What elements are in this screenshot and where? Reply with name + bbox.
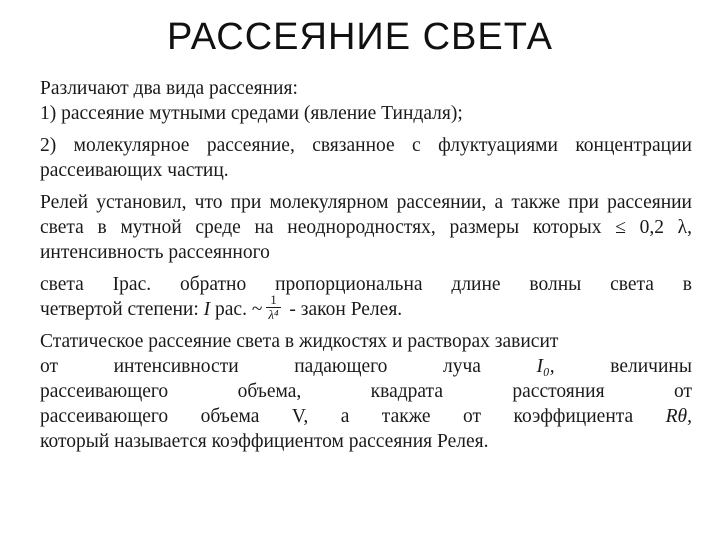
fraction-denominator: λ⁴ — [268, 307, 279, 323]
scattering-types-intro: Различают два вида рассеяния: — [40, 78, 298, 99]
scattering-type-1: 1) рассеяние мутными средами (явление Тиндаля); — [40, 103, 463, 124]
static-line-3-text: рассеивающего объема, квадрата расстояния от — [40, 381, 692, 403]
static-word-beam: луча — [443, 356, 481, 378]
rayleigh-line: света Iрас. обратно пропорциональна длине волны света в — [40, 274, 692, 295]
rayleigh-law-line — [40, 292, 692, 323]
static-line-3 — [40, 379, 692, 404]
static-word-ot: от — [40, 356, 59, 378]
static-word-incident: падающего — [294, 356, 388, 378]
rayleigh-coefficient-symbol: Rθ, — [665, 406, 692, 428]
inverse-lambda-fraction — [266, 293, 280, 322]
intensity-ras: рас. ~ — [210, 299, 263, 320]
intensity-symbol: I — [203, 299, 211, 320]
static-line-4-text — [40, 404, 692, 429]
static-word-quantities: величины — [610, 356, 692, 378]
static-line-4 — [40, 404, 692, 429]
rayleigh-law-prefix: четвертой степени: — [40, 299, 204, 320]
scattering-type-2: 2) молекулярное рассеяние, связанное с флуктуациями концентрации рассеивающих частиц. — [40, 135, 692, 181]
rayleigh-paragraph: Релей установил, что при молекулярном рассеянии, а также при рассеянии света в мутной среде на неоднородностях, размеры которых ≤ 0,2 λ, интенсивность рассеянного — [40, 192, 692, 263]
rayleigh-paragraph-cont — [40, 272, 692, 297]
static-scattering-paragraph — [40, 329, 692, 454]
static-line-1: Статическое рассеяние света в жидкостях и растворах зависит — [40, 331, 559, 353]
static-line-2 — [40, 354, 692, 379]
incident-intensity-symbol: I₀, — [536, 356, 555, 378]
fraction-numerator: 1 — [270, 292, 277, 308]
static-line-4-start: рассеивающего объема V, а также от коэффициента — [40, 406, 666, 428]
slide-body — [40, 76, 692, 454]
static-word-intensity: интенсивности — [113, 356, 239, 378]
rayleigh-law-name: - закон Релея. — [284, 299, 403, 320]
slide-title: РАССЕЯНИЕ СВЕТА — [166, 16, 554, 58]
static-line-5: который называется коэффициентом рассеяния Релея. — [40, 431, 489, 453]
